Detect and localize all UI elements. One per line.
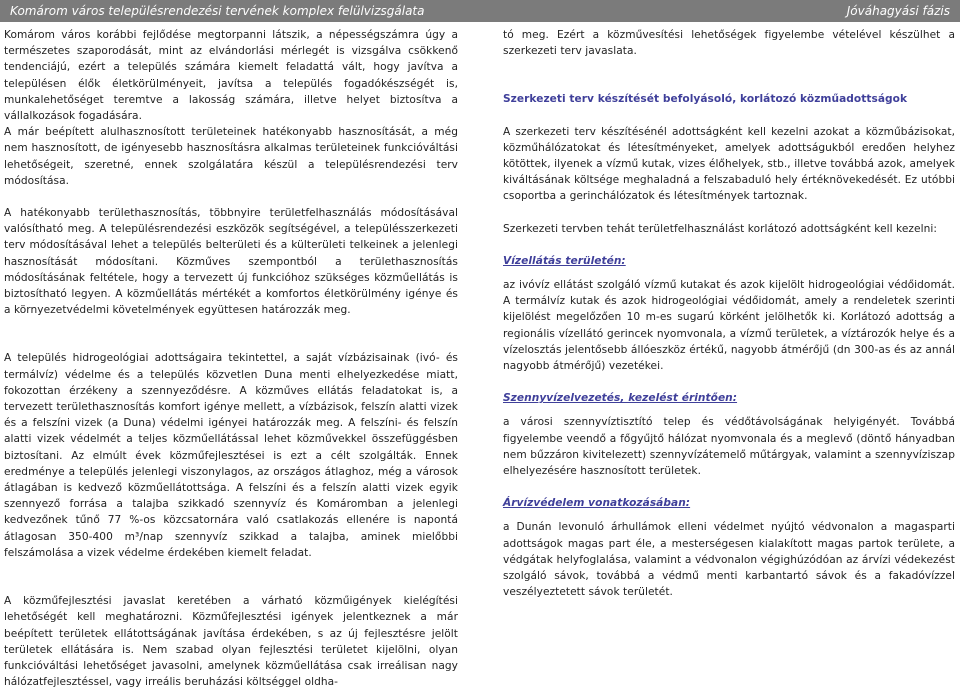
- document-phase: Jóváhagyási fázis: [846, 4, 950, 18]
- paragraph: a Dunán levonuló árhullámok elleni védelmet nyújtó védvonalon a magasparti adottságok magas part éle, a mesterségesen kialakított magas partok területe, a védgátak helyfoglalása, valamint a védvonalon végighúzódóan az árvízi védekezést szolgáló sávok, továbbá a védmű menti karbantartó sávok és a fakadóvízzel veszélyeztetett sávok területét.: [503, 521, 955, 599]
- paragraph: A már beépített alulhasznosított területeinek hatékonyabb hasznosítását, a még nem hasznosított, de igényesebb hasznosításra alkalmas területeinek funkcióváltási lehetőségeit, szeretné, ennek szolgálatára készül a településrendezési terv módosítása.: [4, 126, 458, 187]
- paragraph: A közműfejlesztési javaslat keretében a várható közműigények kielégítési lehetőségét kell meghatározni. Közműfejlesztési igények jelentkeznek a már beépített területek ellátottságának javítása érdekében, s az új fejlesztésre jelölt területek ellátására is. Nem szabad olyan fejlesztési területet kijelölni, olyan funkcióváltási lehetőséget javasolni, amelynek közműellátása csak irreálisan nagy hálózatfejlesztéssel, vagy irreális beruházási költséggel oldha-: [4, 595, 458, 689]
- paragraph: Komárom város korábbi fejlődése megtorpanni látszik, a népességszámra úgy a természetes szaporodását, mint az elvándorlási mérlegét is vizsgálva csökkenő tendenciájú, ezért a település számára kiemelt feladattá vált, hogy javítva a településen élők életkörülményeit, javítsa a település fogadókészségét is, munkalehetőséget teremtve a lakosság számára, illetve helyet biztosítva a vállalkozások fogadására.: [4, 29, 458, 123]
- paragraph: A település hidrogeológiai adottságaira tekintettel, a saját vízbázisainak (ivó- és termálvíz) védelme és a település közvetlen Duna menti elhelyezkedése miatt, fokozottan érzékeny a szennyeződésre. A közműves ellátás feladatokat is, a tervezett területhasznosítás komfort igénye mellett, a vízbázisok, felszín alatti vizek és a felszíni vizek (a Duna) védelmi igényei határozzák meg. A felszíni- és felszín alatti vizek védelmét a teljes közműellátással lehet közművekkel összefüggésben biztosítani. Az elmúlt évek közműfejlesztései is ezt a célt szolgálták. Ennek eredménye a település jelenlegi viszonylagos, az országos átlaghoz, még a városok átlagában is kedvező közműellátottsága. A felszíni és a felszín alatti vizek egyik szennyező forrása a talajba szikkadó szennyvíz és Komáromban a jelenlegi kedvezőnek tűnő 77 %-os közcsatornára való csatlakozás ellenére is napontá átlagosan 350-400 m³/nap szennyvíz szikkad a talajba, aminek mielőbbi felszámolása a vizek védelme érdekében kiemelt feladat.: [4, 352, 458, 559]
- page-header: [0, 0, 960, 22]
- paragraph: A szerkezeti terv készítésénél adottságként kell kezelni azokat a közműbázisokat, közműhálózatokat és létesítményeket, amelyek adottságukból eredően helyhez kötöttek, ilyenek a vízmű kutak, vizes élőhelyek, stb., illetve továbbá azok, amelyek kiváltásának költsége meghaladná a felszabaduló hely értéknövekedését. Ez utóbbi csoportba a gerinchálózatok és létesítmények tartoznak.: [503, 125, 955, 203]
- right-column: [503, 27, 955, 600]
- subsection-heading: Árvízvédelem vonatkozásában:: [503, 497, 691, 510]
- paragraph: az ivóvíz ellátást szolgáló vízmű kutakat és azok kijelölt hidrogeológiai védőidomát. A termálvíz kutak és azok hidrogeológiai védőidomát, amely a rendeletek szerinti kijelölést megelőzően 10 m-es sugarú körként jelölhetők ki. Korlátozó adottság a regionális vízellátó gerincek nyomvonala, a vízmű területek, a víztározók helye és a vízelosztás jelentősebb állóeszköz értékű, nagyobb átmérőjű (dn 300-as és az annál nagyobb átmérőjű) vezetékei.: [503, 279, 955, 373]
- paragraph: tó meg. Ezért a közművesítési lehetőségek figyelembe vételével készülhet a szerkezeti terv javaslata.: [503, 29, 955, 58]
- left-column: [4, 27, 458, 690]
- paragraph: a városi szennyvíztisztító telep és védőtávolságának helyigényét. Továbbá figyelembe veendő a főgyűjtő hálózat nyomvonala és a meglevő (döntő hányadban nem bűzzáron kivitelezett) szennyvízátemelő műtárgyak, valamint a szennyvíziszap elhelyezésére hasznosított területek.: [503, 416, 955, 478]
- subsection-heading: Vízellátás területén:: [503, 254, 626, 267]
- section-heading: Szerkezeti terv készítését befolyásoló, korlátozó közműadottságok: [503, 93, 908, 106]
- document-title: Komárom város településrendezési tervének komplex felülvizsgálata: [10, 4, 425, 18]
- paragraph: A hatékonyabb területhasznosítás, többnyire területfelhasználás módosításával valósítható meg. A településrendezési eszközök segítségével, a településszerkezeti terv módosításával lehet a település belterületi és a külterületi telkeinek a jelenlegi hasznosítását módosítani. Közműves szempontból a területhasznosítás módosításának feltétele, hogy a tervezett új funkcióhoz szükséges közműellátás is biztosítható legyen. A közműellátás mértékét a komfortos életkörülmény igénye és a környezetvédelmi követelmények együttesen határozzák meg.: [4, 207, 458, 317]
- paragraph: Szerkezeti tervben tehát területfelhasználást korlátozó adottságként kell kezelni:: [503, 222, 937, 235]
- subsection-heading: Szennyvízelvezetés, kezelést érintően:: [503, 392, 738, 405]
